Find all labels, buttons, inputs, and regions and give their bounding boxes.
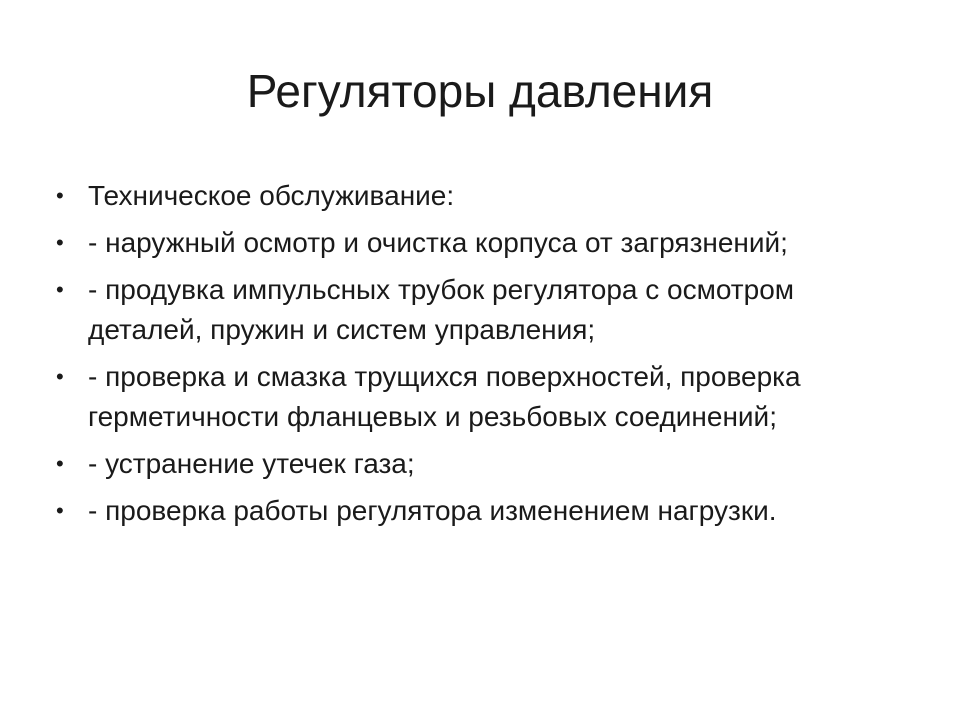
bullet-marker: • <box>56 498 64 523</box>
bullet-marker: • <box>56 451 64 476</box>
bullet-item <box>56 491 916 531</box>
bullet-text: - проверка и смазка трущихся поверхностей, проверка герметичности фланцевых и резьбовых соединений; <box>88 361 801 432</box>
bullet-text: - продувка импульсных трубок регулятора с осмотром деталей, пружин и систем управления; <box>88 274 795 345</box>
bullet-marker: • <box>56 277 64 302</box>
bullet-marker: • <box>56 183 64 208</box>
bullet-text: - устранение утечек газа; <box>88 448 415 479</box>
slide-title: Регуляторы давления <box>246 65 714 117</box>
bullet-item <box>56 223 916 263</box>
bullet-list <box>56 176 916 538</box>
bullet-text: - проверка работы регулятора изменением нагрузки. <box>88 495 777 526</box>
bullet-text: Техническое обслуживание: <box>88 180 455 211</box>
bullet-item <box>56 270 916 350</box>
bullet-text: - наружный осмотр и очистка корпуса от загрязнений; <box>88 227 788 258</box>
bullet-item <box>56 176 916 216</box>
bullet-marker: • <box>56 364 64 389</box>
bullet-marker: • <box>56 230 64 255</box>
bullet-item <box>56 357 916 437</box>
bullet-item <box>56 444 916 484</box>
